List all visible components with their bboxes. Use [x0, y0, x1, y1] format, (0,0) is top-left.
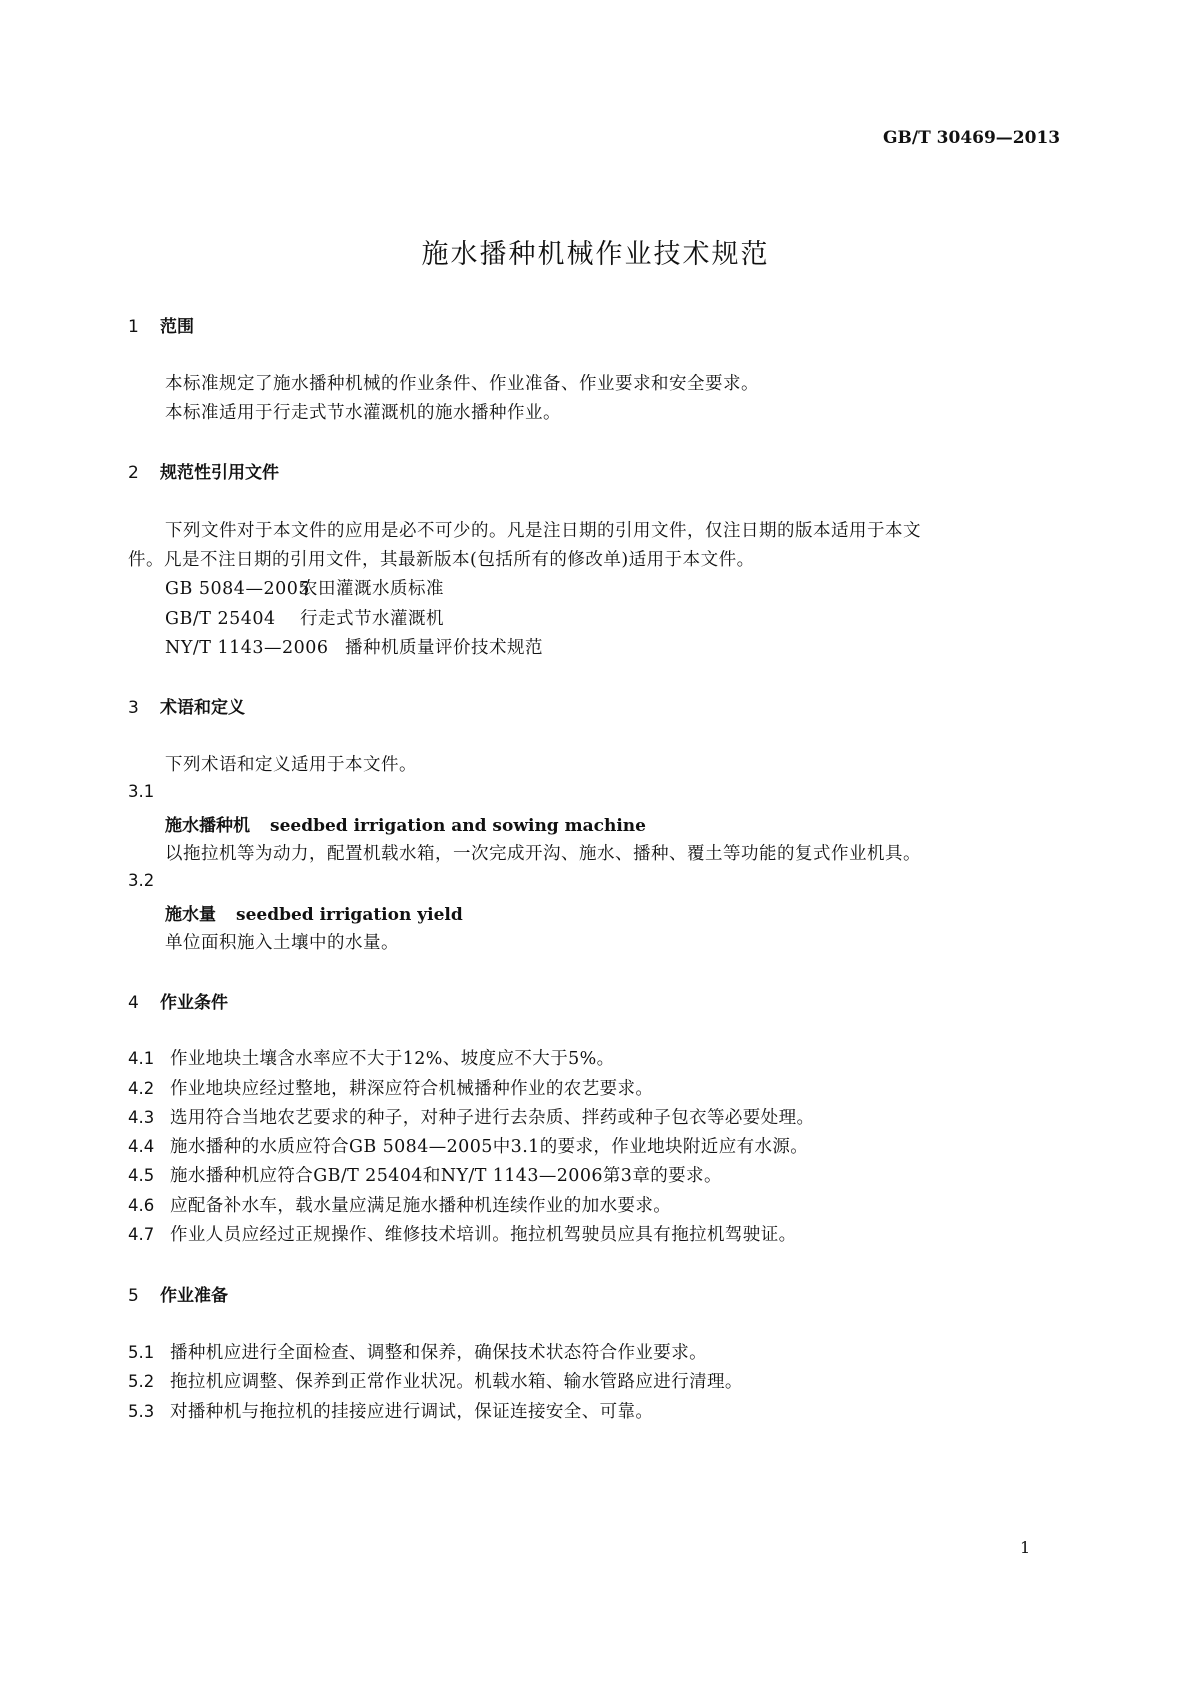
section-number: 3: [128, 698, 139, 718]
clause: [128, 1133, 808, 1158]
clause: [128, 1104, 814, 1129]
section-heading-1: [128, 312, 194, 337]
term-heading: [165, 900, 463, 925]
clause-number: 5.2: [128, 1372, 155, 1391]
reference-code: GB/T 25404: [165, 609, 276, 629]
term-english: seedbed irrigation yield: [236, 905, 463, 925]
section-heading-5: [128, 1281, 228, 1306]
clause-text: 施水播种机应符合GB/T 25404和NY/T 1143—2006第3章的要求。: [170, 1166, 722, 1186]
clause: [128, 1339, 707, 1364]
clause: [128, 1192, 671, 1217]
page-number: 1: [1020, 1538, 1031, 1557]
paragraph: 本标准规定了施水播种机械的作业条件、作业准备、作业要求和安全要求。: [165, 374, 759, 394]
clause-number: 4.7: [128, 1225, 155, 1244]
clause-number: 4.5: [128, 1166, 155, 1185]
section-heading-4: [128, 988, 228, 1013]
section-heading-2: [128, 458, 279, 483]
term-chinese: 施水量: [165, 905, 216, 925]
term-number: 3.2: [128, 871, 155, 890]
section-title: 术语和定义: [160, 698, 245, 718]
clause-number: 5.3: [128, 1402, 155, 1421]
clause-text: 应配备补水车，载水量应满足施水播种机连续作业的加水要求。: [170, 1196, 672, 1216]
section-title: 范围: [160, 317, 194, 337]
clause: [128, 1221, 797, 1246]
paragraph-continuation: 件。凡是不注日期的引用文件，其最新版本(包括所有的修改单)适用于本文件。: [128, 550, 755, 570]
clause-text: 施水播种的水质应符合GB 5084—2005中3.1的要求，作业地块附近应有水源。: [170, 1137, 809, 1157]
section-title: 规范性引用文件: [160, 463, 279, 483]
term-definition: 单位面积施入土壤中的水量。: [165, 933, 399, 953]
term-number: 3.1: [128, 782, 155, 801]
clause-number: 4.2: [128, 1079, 155, 1098]
paragraph: 下列文件对于本文件的应用是必不可少的。凡是注日期的引用文件，仅注日期的版本适用于本文: [165, 521, 921, 541]
clause: [128, 1368, 743, 1393]
clause-number: 5.1: [128, 1343, 155, 1362]
reference-name: 播种机质量评价技术规范: [345, 638, 543, 658]
reference-code: NY/T 1143—2006: [165, 638, 329, 658]
clause-text: 播种机应进行全面检查、调整和保养，确保技术状态符合作业要求。: [170, 1343, 707, 1363]
paragraph: 下列术语和定义适用于本文件。: [165, 755, 417, 775]
clause-number: 4.1: [128, 1049, 155, 1068]
clause: [128, 1045, 615, 1070]
clause-text: 作业人员应经过正规操作、维修技术培训。拖拉机驾驶员应具有拖拉机驾驶证。: [170, 1225, 797, 1245]
section-number: 2: [128, 463, 139, 483]
section-heading-3: [128, 693, 245, 718]
reference-name: 农田灌溉水质标准: [300, 579, 444, 599]
clause-number: 4.3: [128, 1108, 155, 1127]
clause: [128, 1075, 653, 1100]
term-english: seedbed irrigation and sowing machine: [270, 816, 646, 836]
clause-text: 作业地块应经过整地，耕深应符合机械播种作业的农艺要求。: [170, 1079, 654, 1099]
term-chinese: 施水播种机: [165, 816, 250, 836]
reference-code: GB 5084—2005: [165, 579, 310, 599]
normative-reference: [165, 575, 444, 600]
clause-text: 选用符合当地农艺要求的种子，对种子进行去杂质、拌药或种子包衣等必要处理。: [170, 1108, 815, 1128]
term-heading: [165, 811, 646, 836]
standard-code: GB/T 30469—2013: [883, 128, 1061, 148]
section-number: 1: [128, 317, 139, 337]
section-number: 4: [128, 993, 139, 1013]
clause: [128, 1162, 722, 1187]
paragraph: 本标准适用于行走式节水灌溉机的施水播种作业。: [165, 403, 561, 423]
section-number: 5: [128, 1286, 139, 1306]
clause-text: 作业地块土壤含水率应不大于12%、坡度应不大于5%。: [170, 1049, 615, 1069]
section-title: 作业准备: [160, 1286, 228, 1306]
reference-name: 行走式节水灌溉机: [300, 609, 444, 629]
clause-number: 4.6: [128, 1196, 155, 1215]
clause-text: 拖拉机应调整、保养到正常作业状况。机载水箱、输水管路应进行清理。: [170, 1372, 743, 1392]
normative-reference: [165, 634, 543, 659]
document-title: 施水播种机械作业技术规范: [421, 239, 770, 270]
clause: [128, 1398, 653, 1423]
normative-reference: [165, 605, 444, 630]
clause-text: 对播种机与拖拉机的挂接应进行调试，保证连接安全、可靠。: [170, 1402, 654, 1422]
term-definition: 以拖拉机等为动力，配置机载水箱，一次完成开沟、施水、播种、覆土等功能的复式作业机具。: [165, 844, 921, 864]
clause-number: 4.4: [128, 1137, 155, 1156]
section-title: 作业条件: [160, 993, 228, 1013]
